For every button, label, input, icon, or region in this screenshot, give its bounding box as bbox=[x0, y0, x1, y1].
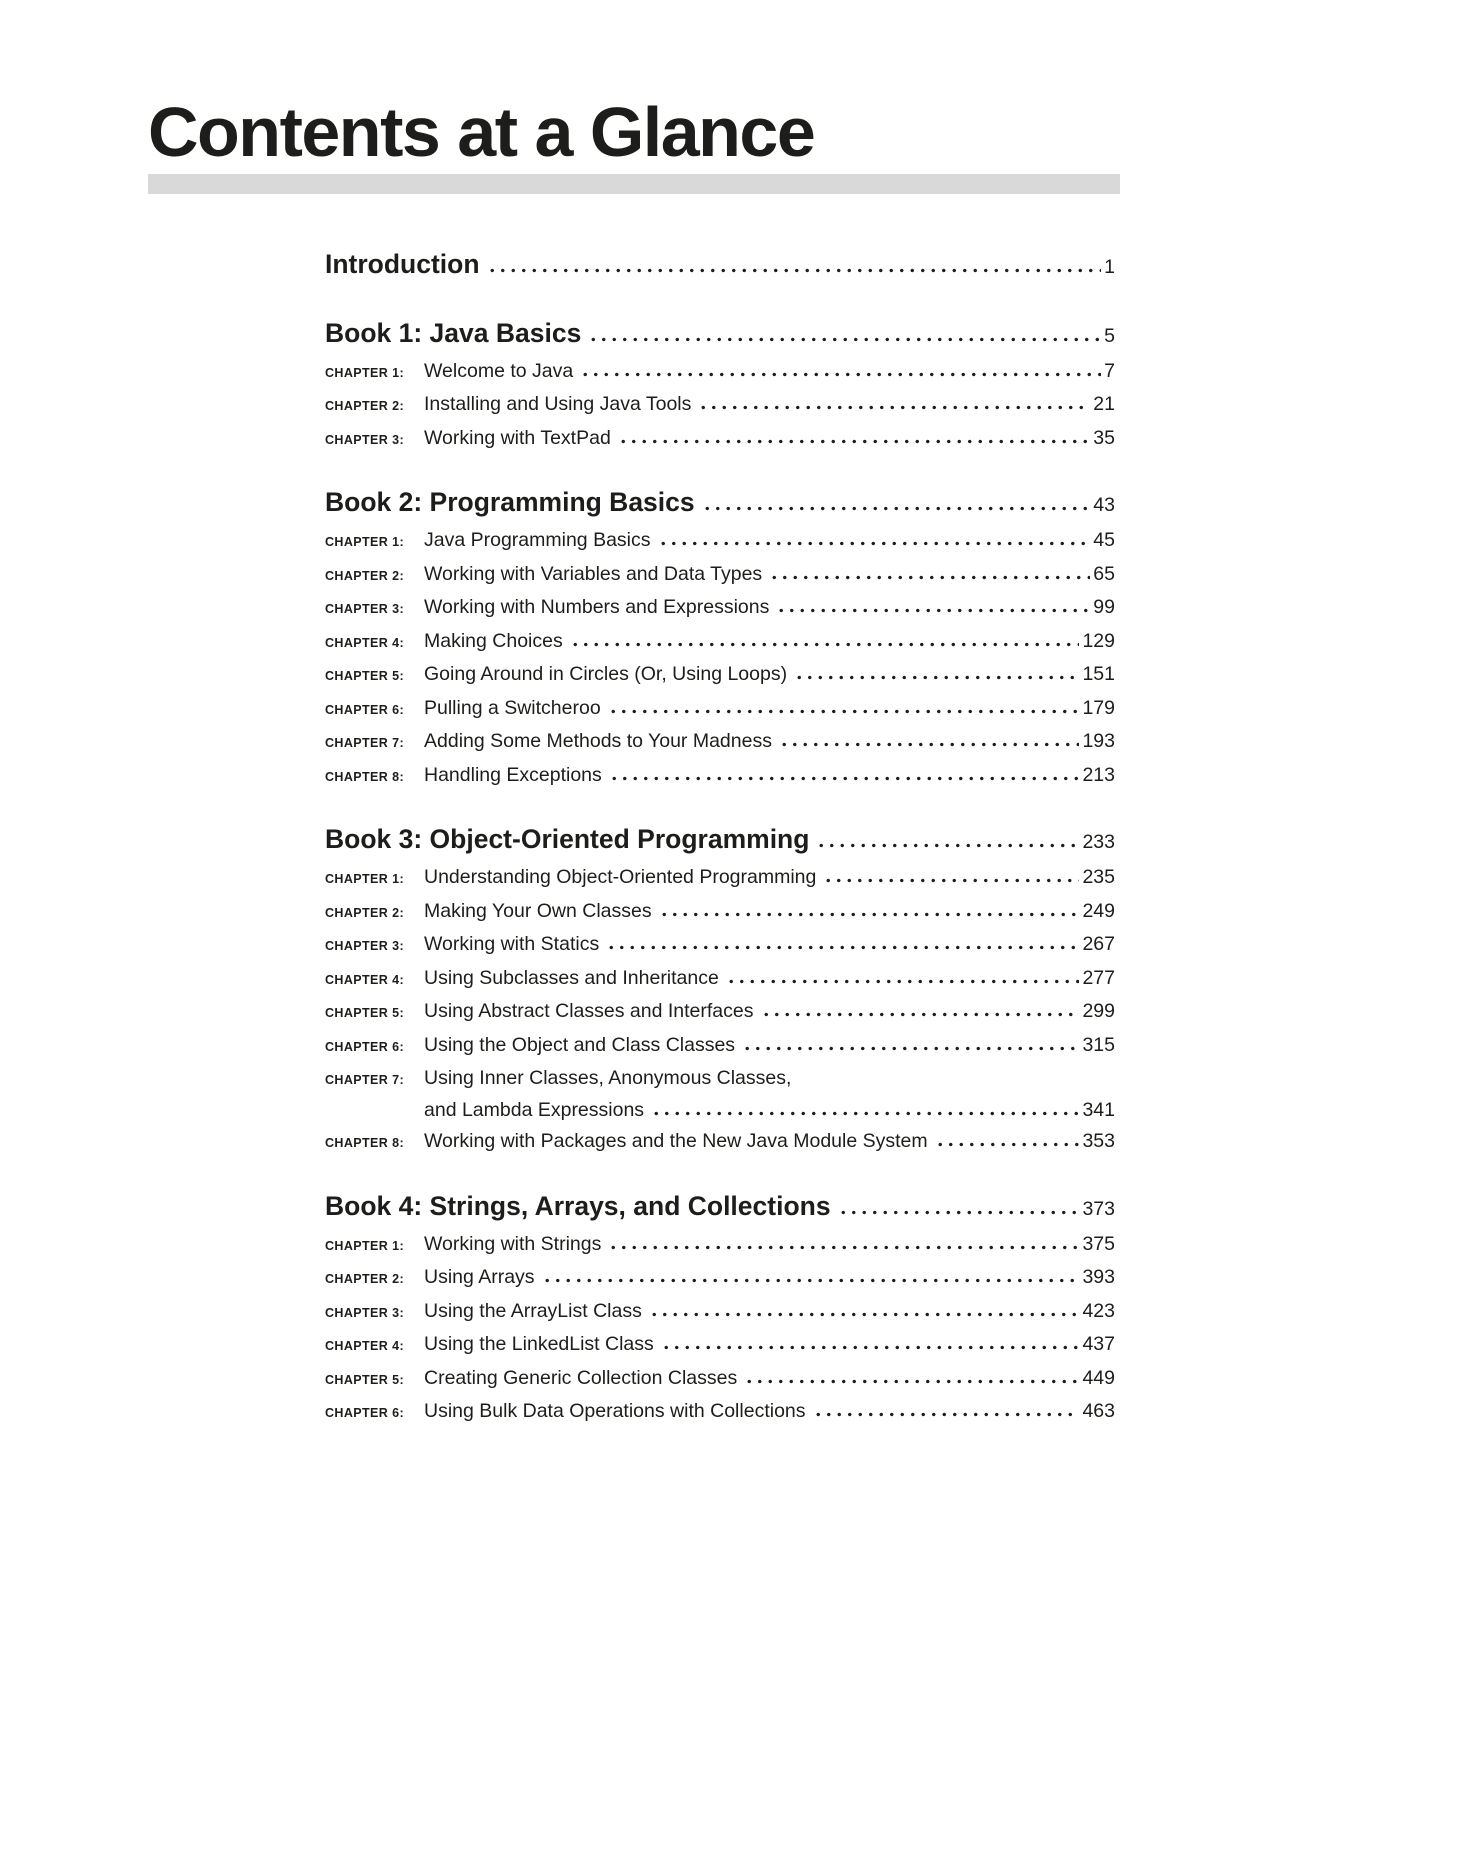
chapter-number-label: CHAPTER 2: bbox=[325, 1272, 405, 1286]
entry-body bbox=[424, 1262, 1115, 1294]
chapter-entry bbox=[325, 389, 1115, 423]
entry-line bbox=[424, 559, 1115, 591]
chapter-number-label: CHAPTER 6: bbox=[325, 1039, 405, 1054]
page-number: 375 bbox=[1082, 1232, 1115, 1255]
page-title: Contents at a Glance bbox=[148, 93, 815, 171]
chapter-entry bbox=[325, 1126, 1115, 1160]
chapter-number-label: CHAPTER 3: bbox=[325, 432, 405, 447]
page-number: 249 bbox=[1082, 899, 1115, 922]
chapter-title: Making Your Own Classes bbox=[424, 899, 652, 922]
chapter-entry bbox=[325, 1329, 1115, 1363]
entry-line bbox=[424, 862, 1115, 894]
dot-leader bbox=[487, 268, 1102, 273]
chapter-title-line1: Using Inner Classes, Anonymous Classes, bbox=[424, 1067, 792, 1089]
page-number: 233 bbox=[1082, 831, 1115, 853]
chapter-number-label: CHAPTER 6: bbox=[325, 702, 405, 717]
book-heading-entry bbox=[325, 819, 1115, 862]
chapter-title: Welcome to Java bbox=[424, 359, 574, 382]
page-number: 193 bbox=[1082, 730, 1115, 752]
page-number: 299 bbox=[1082, 1000, 1115, 1022]
chapter-number-label: CHAPTER 1: bbox=[325, 535, 405, 549]
entry-line bbox=[424, 693, 1115, 725]
entry-line bbox=[424, 1095, 1115, 1127]
chapter-entry bbox=[325, 1229, 1115, 1263]
entry-line bbox=[325, 482, 1115, 525]
entry-body bbox=[424, 1296, 1115, 1328]
page-number: 277 bbox=[1082, 966, 1115, 989]
dot-leader bbox=[580, 372, 1101, 377]
chapter-entry bbox=[325, 1063, 1115, 1126]
entry-line bbox=[424, 1296, 1115, 1328]
dot-leader bbox=[661, 1345, 1080, 1350]
book-heading-title: Book 4: Strings, Arrays, and Collections bbox=[325, 1190, 831, 1221]
page-number: 151 bbox=[1082, 663, 1115, 685]
chapter-title: Installing and Using Java Tools bbox=[424, 393, 692, 415]
dot-leader bbox=[776, 608, 1090, 613]
entry-body bbox=[424, 996, 1115, 1028]
page-number: 21 bbox=[1093, 393, 1115, 415]
title-underline-bar bbox=[148, 174, 1120, 194]
chapter-title: and Lambda Expressions bbox=[424, 1098, 645, 1121]
page-number: 1 bbox=[1104, 255, 1115, 278]
chapter-entry bbox=[325, 659, 1115, 693]
chapter-entry bbox=[325, 726, 1115, 760]
page-number: 99 bbox=[1093, 596, 1115, 618]
title-block bbox=[148, 0, 1120, 194]
dot-leader bbox=[698, 405, 1090, 410]
entry-body bbox=[424, 423, 1115, 455]
dot-leader bbox=[769, 575, 1090, 580]
page-number: 235 bbox=[1082, 866, 1115, 888]
chapter-entry bbox=[325, 559, 1115, 593]
chapter-entry bbox=[325, 423, 1115, 457]
dot-leader bbox=[618, 439, 1091, 444]
page-number: 35 bbox=[1093, 426, 1115, 449]
dot-leader bbox=[659, 912, 1080, 917]
dot-leader bbox=[794, 675, 1079, 680]
chapter-number-label: CHAPTER 7: bbox=[325, 736, 405, 750]
chapter-title: Working with Variables and Data Types bbox=[424, 562, 763, 585]
chapter-title: Working with TextPad bbox=[424, 426, 611, 449]
chapter-title: Working with Statics bbox=[424, 933, 600, 955]
page-number: 393 bbox=[1082, 1266, 1115, 1288]
page-number: 43 bbox=[1093, 494, 1115, 516]
page-number: 179 bbox=[1082, 696, 1115, 719]
entry-body bbox=[325, 244, 1115, 287]
dot-leader bbox=[570, 642, 1080, 647]
book-heading-entry bbox=[325, 313, 1115, 356]
chapter-number-label: CHAPTER 7: bbox=[325, 1073, 405, 1087]
dot-leader bbox=[742, 1046, 1079, 1051]
entry-line bbox=[424, 1329, 1115, 1361]
page-number: 463 bbox=[1082, 1400, 1115, 1422]
entry-body bbox=[325, 482, 1115, 525]
chapter-number-label: CHAPTER 3: bbox=[325, 939, 405, 953]
book-heading-entry bbox=[325, 482, 1115, 525]
entry-body bbox=[424, 1363, 1115, 1395]
chapter-title: Using Abstract Classes and Interfaces bbox=[424, 1000, 754, 1022]
page-number: 353 bbox=[1082, 1130, 1115, 1152]
page-number: 341 bbox=[1082, 1098, 1115, 1121]
dot-leader bbox=[606, 945, 1079, 950]
entry-line bbox=[424, 760, 1115, 792]
dot-leader bbox=[838, 1210, 1080, 1215]
entry-line bbox=[424, 659, 1115, 691]
chapter-entry bbox=[325, 996, 1115, 1030]
chapter-entry bbox=[325, 896, 1115, 930]
page-number: 449 bbox=[1082, 1366, 1115, 1389]
toc-section bbox=[325, 482, 1115, 793]
entry-line bbox=[424, 996, 1115, 1028]
dot-leader bbox=[608, 709, 1080, 714]
page-number: 65 bbox=[1093, 562, 1115, 585]
chapter-number-label: CHAPTER 1: bbox=[325, 1238, 405, 1253]
chapter-entry bbox=[325, 626, 1115, 660]
chapter-title: Adding Some Methods to Your Madness bbox=[424, 730, 772, 752]
chapter-entry bbox=[325, 1262, 1115, 1296]
entry-line bbox=[424, 1030, 1115, 1062]
entry-body bbox=[424, 1396, 1115, 1428]
page-number: 423 bbox=[1082, 1299, 1115, 1322]
entry-body bbox=[424, 1030, 1115, 1062]
entry-line bbox=[424, 1363, 1115, 1395]
dot-leader bbox=[649, 1312, 1080, 1317]
chapter-title: Using Bulk Data Operations with Collections bbox=[424, 1400, 806, 1422]
entry-body bbox=[424, 592, 1115, 624]
chapter-entry bbox=[325, 862, 1115, 896]
chapter-title: Using the LinkedList Class bbox=[424, 1333, 654, 1355]
page-number: 213 bbox=[1082, 763, 1115, 786]
entry-line bbox=[424, 389, 1115, 421]
chapter-entry bbox=[325, 1296, 1115, 1330]
page-number: 315 bbox=[1082, 1033, 1115, 1056]
entry-body bbox=[325, 1186, 1115, 1229]
chapter-number-label: CHAPTER 3: bbox=[325, 602, 405, 616]
chapter-number-label: CHAPTER 8: bbox=[325, 1136, 405, 1150]
entry-body bbox=[424, 525, 1115, 557]
toc-section bbox=[325, 1186, 1115, 1430]
chapter-number-label: CHAPTER 2: bbox=[325, 399, 405, 413]
entry-body bbox=[424, 389, 1115, 421]
entry-line bbox=[325, 1186, 1115, 1229]
dot-leader bbox=[608, 1245, 1079, 1250]
entry-body bbox=[424, 726, 1115, 758]
book-heading-title: Book 3: Object-Oriented Programming bbox=[325, 824, 810, 854]
chapter-number-label: CHAPTER 4: bbox=[325, 972, 405, 987]
chapter-title: Creating Generic Collection Classes bbox=[424, 1366, 738, 1389]
book-heading-title: Book 1: Java Basics bbox=[325, 317, 582, 348]
entry-line bbox=[424, 1229, 1115, 1261]
chapter-title: Understanding Object-Oriented Programming bbox=[424, 866, 817, 888]
entry-line bbox=[424, 896, 1115, 928]
entry-line bbox=[424, 356, 1115, 388]
entry-body bbox=[424, 963, 1115, 995]
dot-leader bbox=[761, 1012, 1080, 1017]
chapter-title: Java Programming Basics bbox=[424, 529, 651, 551]
dot-leader bbox=[779, 742, 1079, 747]
book-heading-title: Book 2: Programming Basics bbox=[325, 487, 695, 517]
chapter-number-label: CHAPTER 4: bbox=[325, 635, 405, 650]
page-number: 437 bbox=[1082, 1333, 1115, 1355]
entry-body bbox=[424, 760, 1115, 792]
dot-leader bbox=[542, 1278, 1080, 1283]
chapter-entry bbox=[325, 1363, 1115, 1397]
chapter-title: Working with Packages and the New Java Module System bbox=[424, 1130, 928, 1152]
chapter-title: Using the ArrayList Class bbox=[424, 1299, 642, 1322]
entry-line bbox=[424, 592, 1115, 624]
dot-leader bbox=[651, 1111, 1079, 1116]
chapter-entry bbox=[325, 760, 1115, 794]
dot-leader bbox=[816, 843, 1079, 848]
toc-section bbox=[325, 313, 1115, 457]
chapter-number-label: CHAPTER 3: bbox=[325, 1305, 405, 1320]
chapter-number-label: CHAPTER 1: bbox=[325, 872, 405, 886]
chapter-number-label: CHAPTER 4: bbox=[325, 1339, 405, 1353]
dot-leader bbox=[609, 776, 1080, 781]
entry-line bbox=[424, 1126, 1115, 1158]
entry-body bbox=[424, 659, 1115, 691]
entry-line bbox=[325, 819, 1115, 862]
chapter-number-label: CHAPTER 5: bbox=[325, 1006, 405, 1020]
chapter-entry bbox=[325, 693, 1115, 727]
chapter-title: Going Around in Circles (Or, Using Loops) bbox=[424, 663, 788, 685]
entry-line bbox=[325, 313, 1115, 356]
entry-line bbox=[424, 929, 1115, 961]
entry-body bbox=[424, 693, 1115, 725]
chapter-title: Handling Exceptions bbox=[424, 763, 602, 786]
chapter-number-label: CHAPTER 5: bbox=[325, 669, 405, 683]
chapter-entry bbox=[325, 356, 1115, 390]
chapter-title: Using Arrays bbox=[424, 1266, 535, 1288]
entry-body bbox=[424, 1063, 1115, 1126]
chapter-title: Working with Strings bbox=[424, 1232, 602, 1255]
toc-section bbox=[325, 819, 1115, 1160]
entry-line bbox=[424, 525, 1115, 557]
chapter-number-label: CHAPTER 6: bbox=[325, 1406, 405, 1420]
toc-intro-entry bbox=[325, 244, 1115, 287]
page-number: 267 bbox=[1082, 933, 1115, 955]
chapter-entry bbox=[325, 1030, 1115, 1064]
entry-body bbox=[325, 313, 1115, 356]
chapter-title: Pulling a Switcheroo bbox=[424, 696, 601, 719]
chapter-title: Working with Numbers and Expressions bbox=[424, 596, 770, 618]
chapter-entry bbox=[325, 592, 1115, 626]
page-number: 129 bbox=[1082, 629, 1115, 652]
entry-line bbox=[424, 1262, 1115, 1294]
dot-leader bbox=[726, 979, 1080, 984]
table-of-contents bbox=[325, 244, 1115, 1430]
intro-title: Introduction bbox=[325, 248, 480, 279]
entry-line bbox=[424, 423, 1115, 455]
entry-body bbox=[424, 559, 1115, 591]
chapter-title: Using Subclasses and Inheritance bbox=[424, 966, 719, 989]
entry-body bbox=[424, 626, 1115, 658]
entry-line bbox=[424, 963, 1115, 995]
dot-leader bbox=[658, 541, 1091, 546]
book-heading-entry bbox=[325, 1186, 1115, 1229]
dot-leader bbox=[702, 506, 1091, 511]
chapter-entry bbox=[325, 963, 1115, 997]
entry-body bbox=[424, 356, 1115, 388]
chapter-title: Making Choices bbox=[424, 629, 563, 652]
entry-body bbox=[424, 929, 1115, 961]
entry-line bbox=[424, 726, 1115, 758]
chapter-entry bbox=[325, 929, 1115, 963]
chapter-number-label: CHAPTER 8: bbox=[325, 769, 405, 784]
page-number: 373 bbox=[1082, 1197, 1115, 1220]
dot-leader bbox=[823, 878, 1079, 883]
chapter-number-label: CHAPTER 1: bbox=[325, 365, 405, 380]
page-number: 45 bbox=[1093, 529, 1115, 551]
entry-body bbox=[325, 819, 1115, 862]
entry-line bbox=[424, 1396, 1115, 1428]
dot-leader bbox=[935, 1142, 1080, 1147]
chapter-number-label: CHAPTER 2: bbox=[325, 568, 405, 583]
chapter-number-label: CHAPTER 2: bbox=[325, 905, 405, 920]
page-number: 5 bbox=[1104, 324, 1115, 347]
dot-leader bbox=[744, 1379, 1079, 1384]
chapter-title: Using the Object and Class Classes bbox=[424, 1033, 736, 1056]
entry-body bbox=[424, 1126, 1115, 1158]
chapter-entry bbox=[325, 525, 1115, 559]
entry-line bbox=[325, 244, 1115, 287]
chapter-entry bbox=[325, 1396, 1115, 1430]
entry-line bbox=[424, 626, 1115, 658]
entry-body bbox=[424, 1229, 1115, 1261]
entry-body bbox=[424, 896, 1115, 928]
chapter-number-label: CHAPTER 5: bbox=[325, 1372, 405, 1387]
entry-body bbox=[424, 862, 1115, 894]
page-number: 7 bbox=[1104, 359, 1115, 382]
dot-leader bbox=[588, 337, 1101, 342]
entry-body bbox=[424, 1329, 1115, 1361]
dot-leader bbox=[813, 1412, 1080, 1417]
